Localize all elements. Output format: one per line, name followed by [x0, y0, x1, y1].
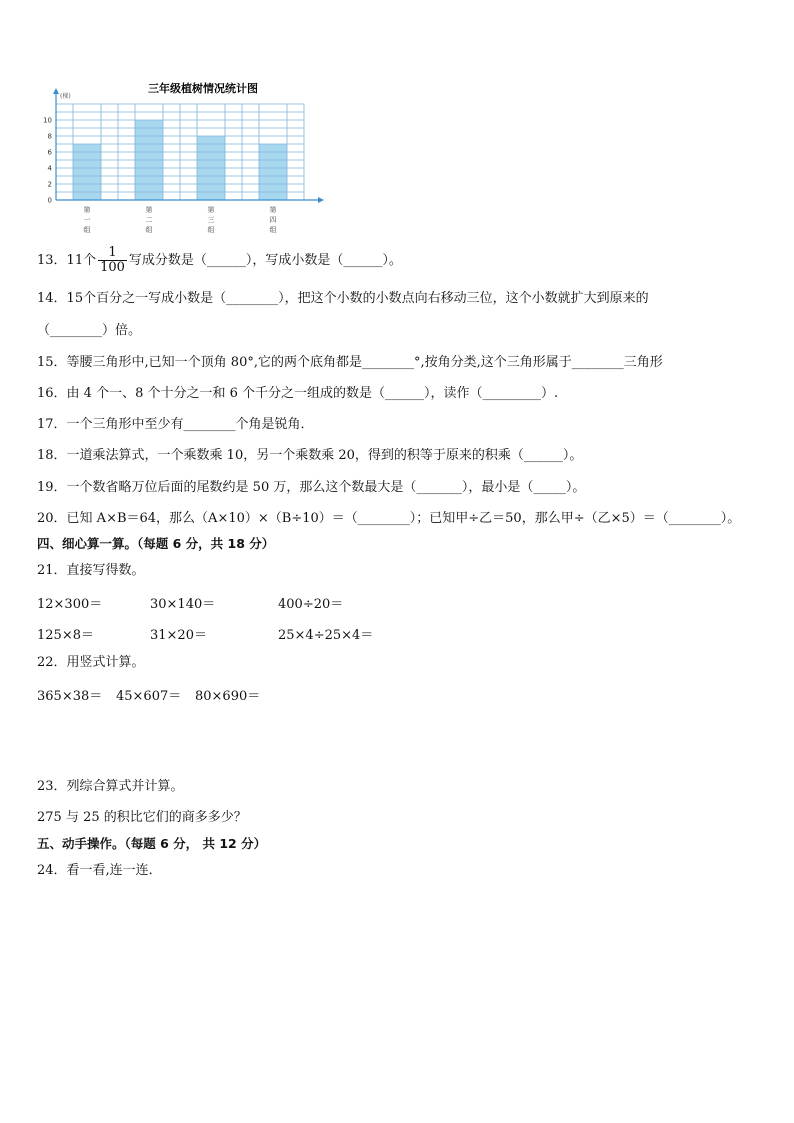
q21-item-5: 31×20＝ [150, 628, 207, 643]
y-tick-label: 0 [47, 196, 52, 205]
q21-item-4: 125×8＝ [37, 628, 94, 643]
q21-item-1: 12×300＝ [37, 597, 103, 612]
q21-item-3: 400÷20＝ [278, 597, 344, 612]
section-5-heading: 五、动手操作。（每题 6 分， 共 12 分） [37, 836, 267, 851]
question-15: 15．等腰三角形中,已知一个顶角 80°,它的两个底角都是________°,按角分类,这个三角形属于________三角形 [37, 355, 663, 370]
y-axis-arrow [53, 88, 59, 94]
question-21-title: 21．直接写得数。 [37, 563, 145, 578]
chart-title: 三年级植树情况统计图 [148, 82, 258, 95]
category-label-1: 第一组 [83, 206, 91, 234]
q13-fraction [98, 246, 127, 275]
q13-pre: 13．11个 [37, 253, 97, 268]
y-tick-label: 8 [47, 132, 52, 141]
question-24: 24．看一看,连一连． [37, 863, 162, 878]
question-22-title: 22．用竖式计算。 [37, 655, 145, 670]
question-14-line-1: 14．15个百分之一写成小数是（________），把这个小数的小数点向右移动三位，这个小数就扩大到原来的 [37, 291, 649, 306]
q22-item-2: 45×607＝ [116, 689, 182, 704]
question-19: 19．一个数省略万位后面的尾数约是 50 万，那么这个数最大是（_______），最小是（_____）。 [37, 480, 586, 495]
q22-item-3: 80×690＝ [195, 689, 261, 704]
category-label-2: 第二组 [145, 206, 153, 234]
question-13 [37, 246, 402, 275]
question-17: 17．一个三角形中至少有________个角是锐角． [37, 417, 314, 432]
y-tick-label: 6 [47, 148, 52, 157]
question-18: 18．一道乘法算式，一个乘数乘 10，另一个乘数乘 20，得到的积等于原来的积乘（______）。 [37, 448, 583, 463]
y-tick-label: 4 [47, 164, 52, 173]
q13-fraction-numerator: 1 [98, 246, 127, 261]
question-23-title: 23．列综合算式并计算。 [37, 779, 184, 794]
y-tick-label: 10 [43, 116, 52, 125]
question-20: 20．已知 A×B＝64，那么（A×10）×（B÷10）＝（________）；已知甲÷乙＝50，那么甲÷（乙×5）＝（________）。 [37, 511, 741, 526]
q21-item-2: 30×140＝ [150, 597, 216, 612]
q13-post: 写成分数是（______），写成小数是（______）。 [128, 253, 402, 268]
q13-fraction-denominator: 100 [100, 260, 125, 275]
q22-item-1: 365×38＝ [37, 689, 103, 704]
category-label-4: 第四组 [269, 206, 277, 234]
tree-planting-bar-chart [36, 78, 326, 238]
y-tick-label: 2 [47, 180, 52, 189]
section-4-heading: 四、细心算一算。（每题 6 分，共 18 分） [37, 536, 275, 551]
x-axis-arrow [318, 197, 324, 203]
question-16: 16．由 4 个一、8 个十分之一和 6 个千分之一组成的数是（______），读作（_________）. [37, 386, 559, 401]
category-label-3: 第三组 [207, 206, 215, 234]
question-14-line-2: （________）倍。 [37, 323, 142, 338]
y-axis-unit-label: (棵) [60, 93, 71, 100]
q21-item-6: 25×4÷25×4＝ [278, 628, 374, 643]
question-23-text: 275 与 25 的积比它们的商多多少？ [37, 810, 247, 825]
